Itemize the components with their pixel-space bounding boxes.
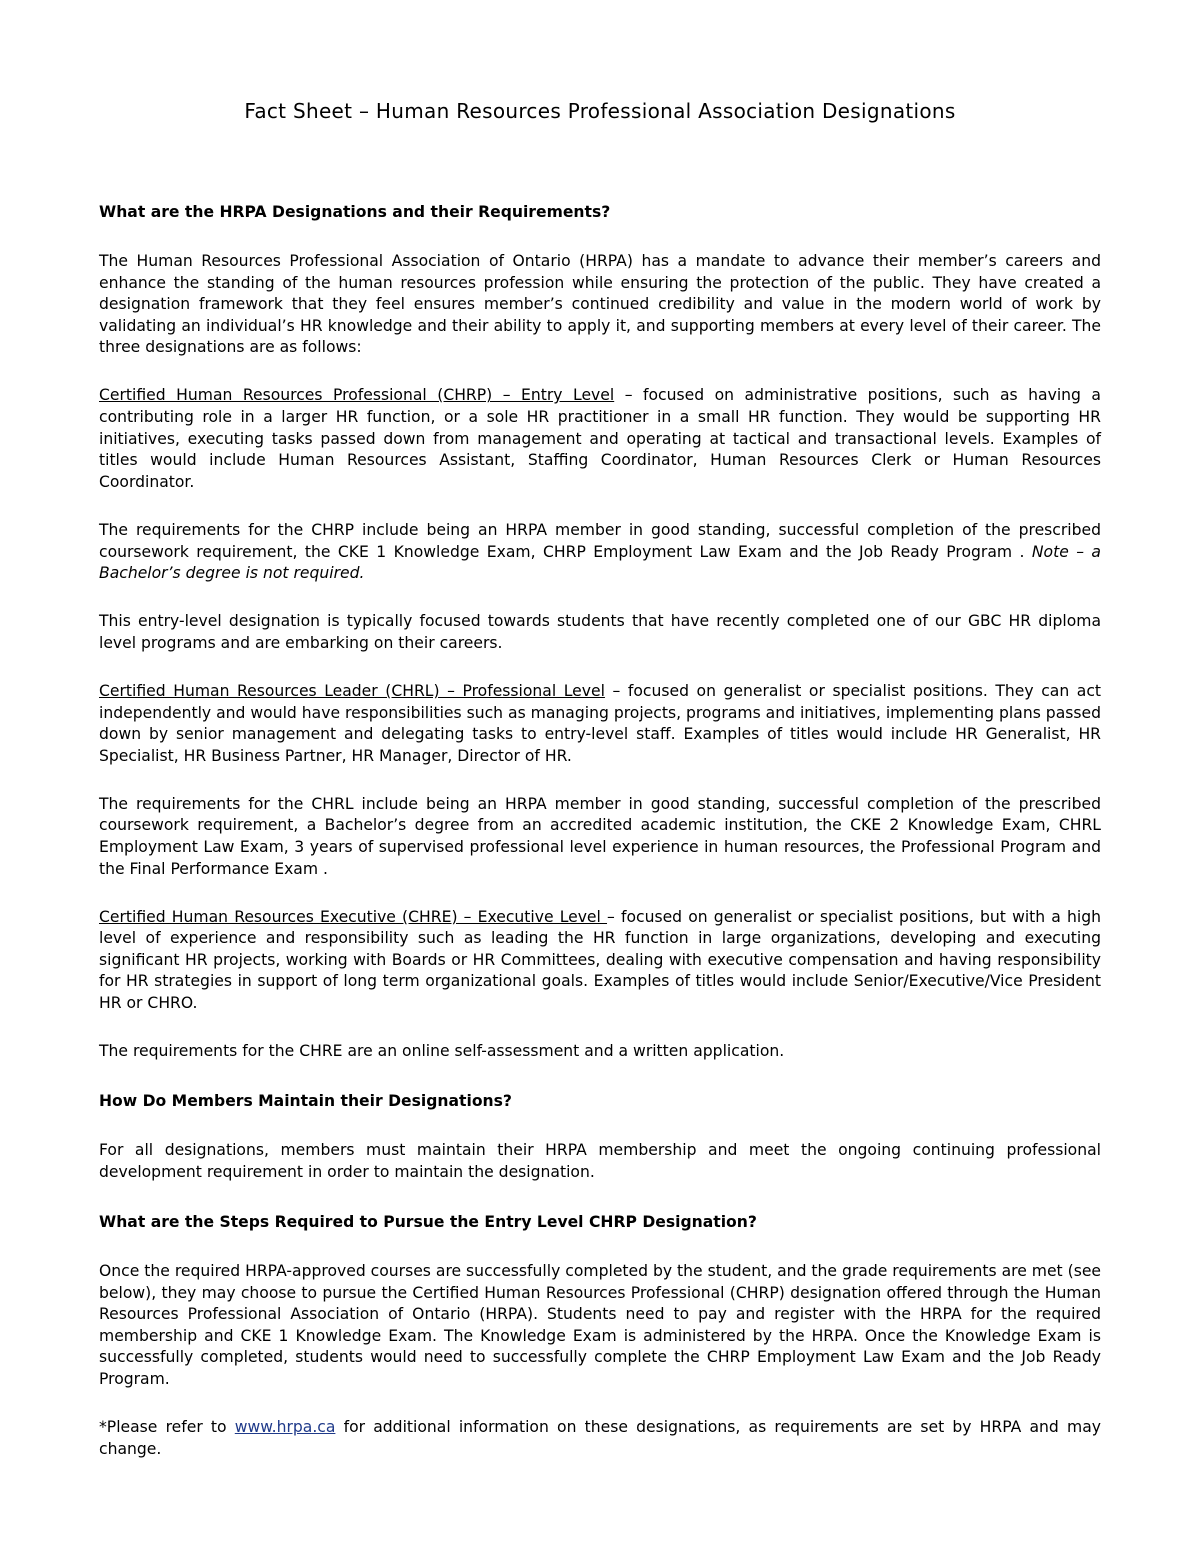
footer-note-suffix: for additional information on these designations, as requirements are set by HRPA and may change. bbox=[99, 1417, 1101, 1458]
chrl-title: Certified Human Resources Leader (CHRL) – Professional Level bbox=[99, 681, 605, 700]
chrl-requirements: The requirements for the CHRL include being an HRPA member in good standing, successful completion of the prescribed coursework requirement, a Bachelor’s degree from an accredited academic institution, the CKE 2 Knowledge Exam, CHRL Employment Law Exam, 3 years of supervised professional level experience in human resources, the Professional Program and the Final Performance Exam . bbox=[99, 794, 1101, 878]
chre-requirements: The requirements for the CHRE are an online self-assessment and a written application. bbox=[99, 1042, 785, 1061]
section-heading-steps: What are the Steps Required to Pursue the Entry Level CHRP Designation? bbox=[99, 1212, 757, 1231]
hrpa-website-link[interactable]: www.hrpa.ca bbox=[234, 1417, 336, 1436]
steps-paragraph: Once the required HRPA-approved courses are successfully completed by the student, and the grade requirements are met (see below), they may choose to pursue the Certified Human Resources Professional (CHRP) designation offered through the Human Resources Professional Association of Ontario (HRPA). Students need to pay and register with the HRPA for the required membership and CKE 1 Knowledge Exam. The Knowledge Exam is administered by the HRPA. Once the Knowledge Exam is successfully completed, students would need to successfully complete the CHRP Employment Law Exam and the Job Ready Program. bbox=[99, 1261, 1102, 1388]
chrp-title: Certified Human Resources Professional (CHRP) – Entry Level bbox=[99, 386, 615, 405]
chre-title: Certified Human Resources Executive (CHRE) – Executive Level bbox=[99, 907, 608, 926]
chrp-paragraph bbox=[99, 385, 1101, 493]
chrp-description: – focused on administrative positions, such as having a contributing role in a larger HR function, or a sole HR practitioner in a small HR function. They would be supporting HR initiatives, executing tasks passed down from management and operating at tactical and transactional levels. Examples of titles would include Human Resources Assistant, Staffing Coordinator, Human Resources Clerk or Human Resources Coordinator. bbox=[99, 386, 1101, 491]
chrl-description: – focused on generalist or specialist positions. They can act independently and would have responsibilities such as managing projects, programs and initiatives, implementing plans passed down by senior management and delegating tasks to entry-level staff. Examples of titles would include HR Generalist, HR Specialist, HR Business Partner, HR Manager, Director of HR. bbox=[99, 681, 1102, 765]
chrp-requirements bbox=[99, 520, 1101, 585]
page-title: Fact Sheet – Human Resources Professional Association Designations bbox=[244, 99, 956, 123]
maintain-paragraph: For all designations, members must maintain their HRPA membership and meet the ongoing continuing professional development requirement in order to maintain the designation. bbox=[99, 1141, 1101, 1181]
intro-paragraph: The Human Resources Professional Association of Ontario (HRPA) has a mandate to advance their member’s careers and enhance the standing of the human resources profession while ensuring the protection of the public. They have created a designation framework that they feel ensures member’s continued credibility and value in the modern world of work by validating an individual’s HR knowledge and their ability to apply it, and supporting members at every level of their career. The three designations are as follows: bbox=[99, 252, 1101, 357]
chre-paragraph bbox=[99, 907, 1101, 1015]
chrp-students-paragraph: This entry-level designation is typically focused towards students that have recently completed one of our GBC HR diploma level programs and are embarking on their careers. bbox=[99, 612, 1101, 652]
chrp-requirements-text: The requirements for the CHRP include being an HRPA member in good standing, successful completion of the prescribed coursework requirement, the CKE 1 Knowledge Exam, CHRP Employment Law Exam and the Job Ready Program . bbox=[99, 520, 1101, 561]
chre-description: – focused on generalist or specialist positions, but with a high level of experience and responsibility such as leading the HR function in large organizations, developing and executing significant HR projects, working with Boards or HR Committees, dealing with executive compensation and having responsibility for HR strategies in support of long term organizational goals. Examples of titles would include Senior/Executive/Vice President HR or CHRO. bbox=[99, 907, 1102, 1013]
section-heading-designations: What are the HRPA Designations and their Requirements? bbox=[99, 203, 611, 221]
section-heading-maintain: How Do Members Maintain their Designations? bbox=[99, 1092, 512, 1111]
footer-note bbox=[99, 1417, 1101, 1460]
document-body bbox=[99, 200, 1101, 1487]
chrl-paragraph bbox=[99, 681, 1101, 767]
chrp-note: Note – a Bachelor’s degree is not required. bbox=[99, 542, 1101, 583]
footer-note-prefix: *Please refer to bbox=[99, 1417, 235, 1436]
